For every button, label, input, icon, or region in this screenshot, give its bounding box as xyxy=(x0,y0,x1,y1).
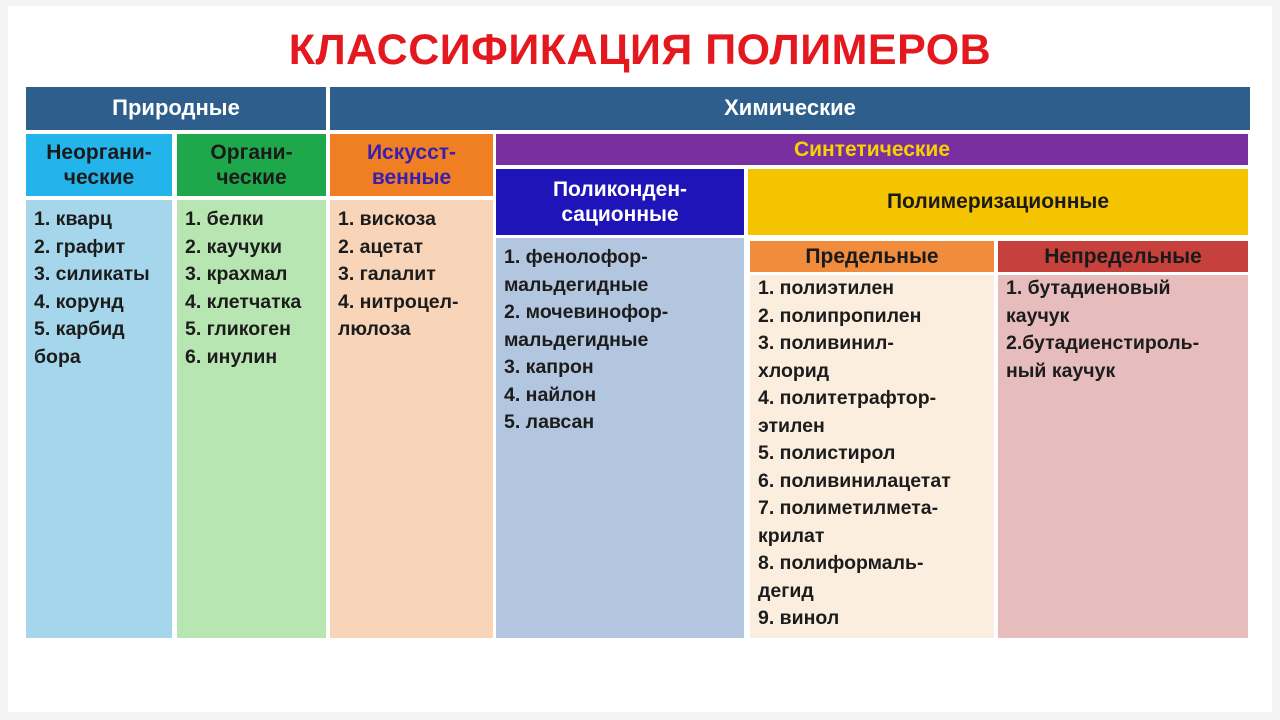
polycondensation-list xyxy=(496,238,744,638)
list-item: 4. клетчатка xyxy=(185,290,302,313)
list-item: 9. винол xyxy=(758,607,840,629)
saturated-header: Предельные xyxy=(750,241,994,272)
unsaturated-list xyxy=(998,275,1248,638)
saturated-items xyxy=(758,275,988,633)
chemical-header: Химические xyxy=(330,87,1250,130)
artificial-header: Искусст- венные xyxy=(330,134,493,196)
inorganic-list xyxy=(26,200,172,638)
list-item: 1. полиэтилен xyxy=(758,277,895,299)
list-item: 1. фенолофор- мальдегидные xyxy=(504,246,649,296)
list-item: 3. капрон xyxy=(504,356,594,378)
list-item: 3. силикаты xyxy=(34,263,150,285)
list-item: 5. полистирол xyxy=(758,442,896,464)
list-item: 4. нитроцел- люлоза xyxy=(338,290,459,340)
list-item: 8. полиформаль- дегид xyxy=(758,552,924,602)
list-item: 3. галалит xyxy=(338,263,436,285)
list-item: 2. полипропилен xyxy=(758,304,922,327)
list-item: 6. поливинилацетат xyxy=(758,469,951,492)
list-item: 6. инулин xyxy=(185,345,278,368)
list-item: 2.бутадиенстироль- ный каучук xyxy=(1006,332,1200,382)
list-item: 2. каучуки xyxy=(185,235,283,258)
list-item: 1. бутадиеновый каучук xyxy=(1006,277,1171,327)
organic-header: Органи- ческие xyxy=(177,134,326,196)
artificial-items xyxy=(338,206,487,344)
list-item: 2. графит xyxy=(34,235,126,258)
list-item: 5. лавсан xyxy=(504,411,595,433)
artificial-list xyxy=(330,200,493,638)
inorganic-header: Неоргани- ческие xyxy=(26,134,172,196)
list-item: 2. ацетат xyxy=(338,235,424,258)
list-item: 7. полиметилмета- крилат xyxy=(758,497,939,547)
list-item: 5. карбид бора xyxy=(34,318,125,368)
page-title: КЛАССИФИКАЦИЯ ПОЛИМЕРОВ xyxy=(288,26,992,74)
list-item: 1. кварц xyxy=(34,208,112,230)
unsaturated-items xyxy=(1006,275,1242,385)
organic-items xyxy=(185,206,320,371)
synthetic-header: Синтетические xyxy=(496,134,1248,165)
list-item: 1. белки xyxy=(185,208,264,230)
organic-list xyxy=(177,200,326,638)
list-item: 4. корунд xyxy=(34,290,124,313)
polymerization-header: Полимеризационные xyxy=(748,169,1248,235)
unsaturated-header: Непредельные xyxy=(998,241,1248,272)
inorganic-items xyxy=(34,206,166,371)
list-item: 4. найлон xyxy=(504,383,597,406)
list-item: 5. гликоген xyxy=(185,318,291,340)
list-item: 2. мочевинофор- мальдегидные xyxy=(504,301,669,351)
list-item: 4. политетрафтор- этилен xyxy=(758,387,937,437)
list-item: 3. крахмал xyxy=(185,263,288,285)
saturated-list xyxy=(750,275,994,638)
polycondensation-items xyxy=(504,244,738,437)
polycondensation-header: Поликонден- сационные xyxy=(496,169,744,235)
natural-header: Природные xyxy=(26,87,326,130)
list-item: 3. поливинил- хлорид xyxy=(758,332,894,382)
list-item: 1. вискоза xyxy=(338,208,436,230)
